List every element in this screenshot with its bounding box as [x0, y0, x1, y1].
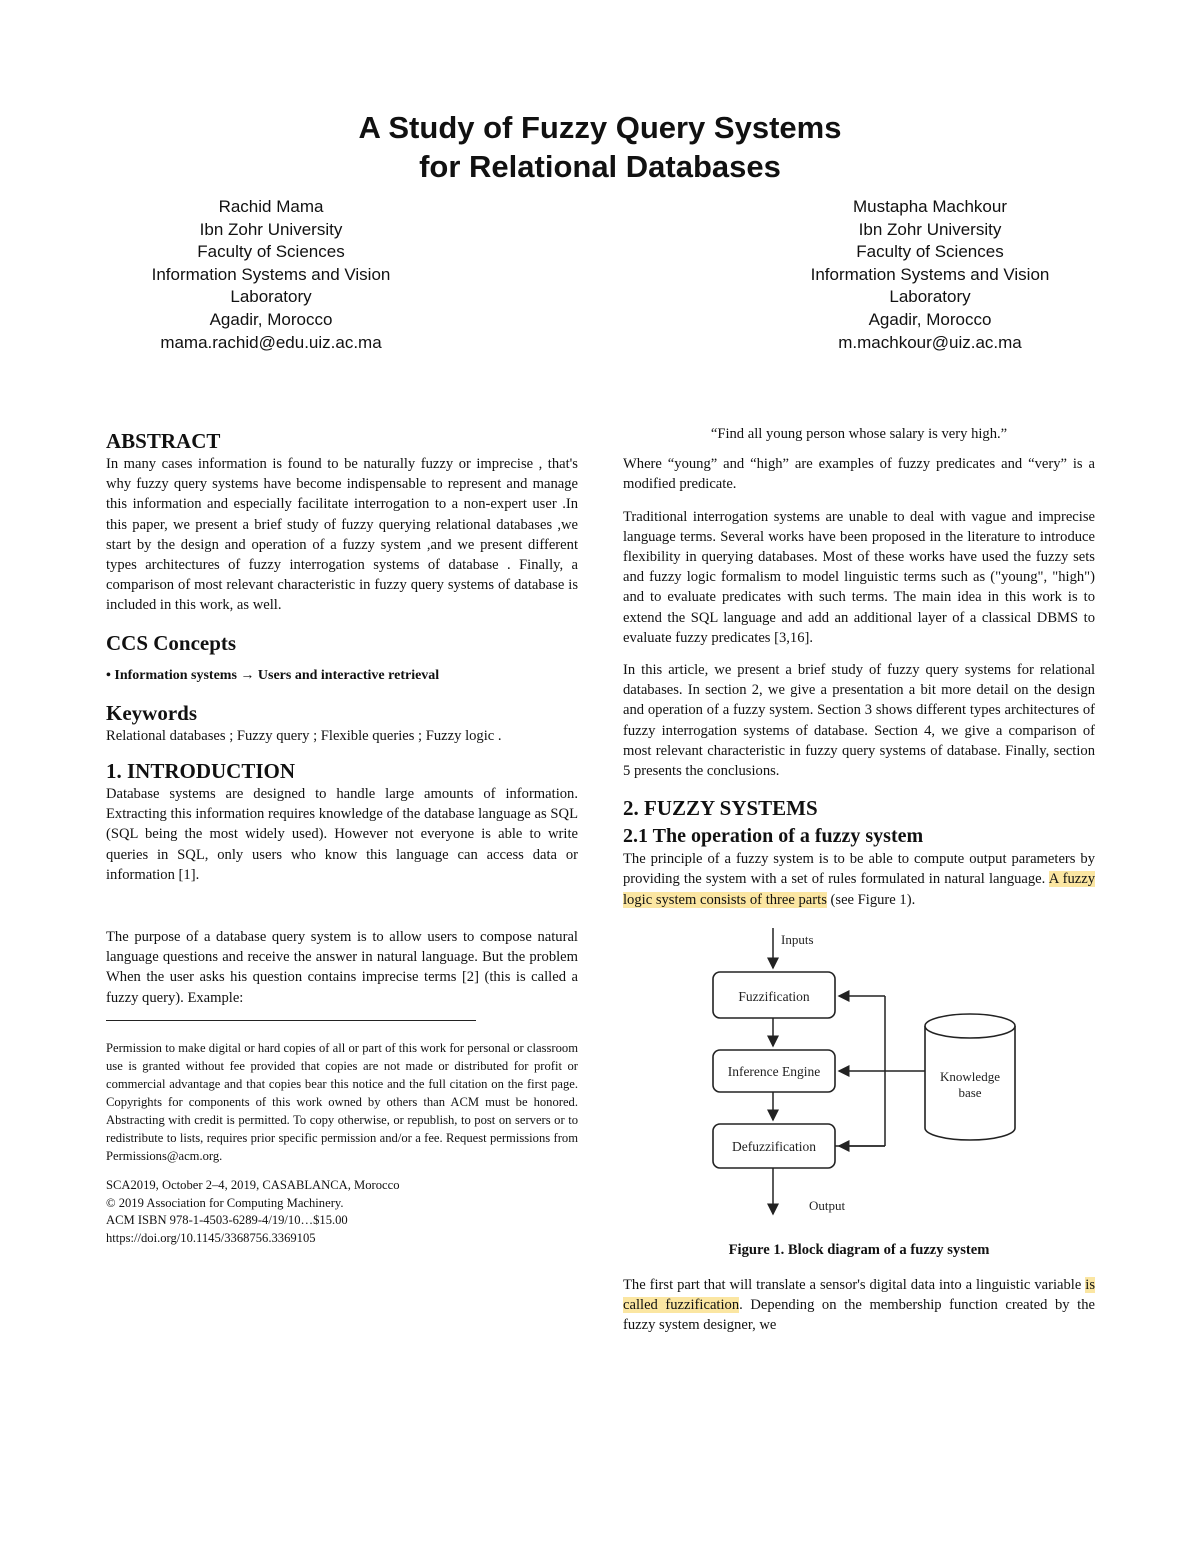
- keywords-text: Relational databases ; Fuzzy query ; Flexible queries ; Fuzzy logic .: [106, 727, 502, 744]
- inference-engine-label: Inference Engine: [727, 1063, 821, 1079]
- defuzzification-label: Defuzzification: [732, 1138, 816, 1154]
- left-column: [106, 424, 578, 1247]
- figure-reference: (see Figure 1).: [826, 891, 916, 908]
- conference-info: [106, 1177, 578, 1247]
- figure-caption: Figure 1. Block diagram of a fuzzy system: [728, 1241, 990, 1258]
- knowledge-base-label-2: base: [958, 1084, 982, 1100]
- permission-notice: Permission to make digital or hard copies of all or part of this work for personal or classroom use is granted without fee provided that copies are not made or distributed for profit or commercial advantage and that copies bear this notice and the full citation on the first page. Copyrights for components of this work owned by others than ACM must be honored. Abstracting with credit is permitted. To copy otherwise, or republish, to post on servers or to redistribute to lists, requires prior specific permission and/or a fee. Request permissions from Permissions@acm.org.: [106, 1040, 578, 1163]
- paper-title: [0, 108, 1200, 186]
- ccs-concept-line: • Information systems → Users and interactive retrieval: [106, 667, 440, 683]
- doi-link[interactable]: https://doi.org/10.1145/3368756.3369105: [106, 1230, 316, 1245]
- abstract-heading: ABSTRACT: [106, 429, 221, 453]
- author-lab-2: Laboratory: [889, 287, 971, 307]
- predicate-paragraph: Where “young” and “high” are examples of fuzzy predicates and “very” is a modified predicate.: [623, 456, 1095, 493]
- inputs-label: Inputs: [781, 931, 814, 947]
- author-lab-2: Laboratory: [230, 287, 312, 307]
- principle-text: The principle of a fuzzy system is to be able to compute output parameters by providing the system with a set of rules formulated in natural language.: [623, 851, 1095, 888]
- fuzzification-paragraph: [623, 1275, 1095, 1336]
- intro-paragraph-1: Database systems are designed to handle large amounts of information. Extracting this information requires knowledge of the database language as SQL (SQL being the most widely used). However not everyone is able to write queries in SQL, only users who know this language can access data or information [1].: [106, 786, 578, 883]
- right-column: [623, 424, 1095, 1335]
- author-city: Agadir, Morocco: [868, 309, 992, 329]
- isbn-line: ACM ISBN 978-1-4503-6289-4/19/10…$15.00: [106, 1213, 348, 1228]
- block-diagram-svg: [623, 922, 1095, 1226]
- author-lab: Information Systems and Vision: [151, 264, 391, 284]
- highlighted-text[interactable]: is called fuzzification: [623, 1276, 1095, 1313]
- introduction-heading: 1. INTRODUCTION: [106, 759, 296, 784]
- conference-line: SCA2019, October 2–4, 2019, CASABLANCA, Morocco: [106, 1178, 400, 1193]
- abstract-text: In many cases information is found to be naturally fuzzy or imprecise , that's why fuzzy query systems have become indispensable to represent and manage this information and especially facilitate interrogation to a non-expert user .In this paper, we present a brief study of fuzzy querying relational databases ,we start by the design and operation of a fuzzy system ,and we present different types architectures of fuzzy interrogation systems of database . Finally, a comparison of most relevant characteristic in fuzzy query systems of database is included in this work, as well.: [106, 456, 578, 614]
- traditional-systems-paragraph: Traditional interrogation systems are unable to deal with vague and imprecise language terms. Several works have been proposed in the literature to introduce flexibility in querying databases. Most of these works have used the fuzzy sets and fuzzy logic formalism to model linguistic terms such as ("young", "high") and to evaluate predicates with such terms. The main idea in this work is to extend the SQL language and add an additional layer of a classical DBMS to evaluate fuzzy predicates [3,16].: [623, 508, 1095, 646]
- block-diagram-figure: [623, 922, 1095, 1226]
- knowledge-base-label: Knowledge: [940, 1068, 1000, 1084]
- highlighted-text[interactable]: A fuzzy logic system consists of three parts: [623, 871, 1095, 908]
- author-faculty: Faculty of Sciences: [197, 242, 345, 262]
- footnote-rule: [106, 1020, 476, 1021]
- fuzzification-text-end: . Depending on the membership function created by the fuzzy system designer, we: [623, 1296, 1095, 1334]
- fuzzy-systems-heading: 2. FUZZY SYSTEMS: [623, 796, 818, 821]
- author-block-1: [71, 196, 471, 354]
- intro-paragraph-2: The purpose of a database query system is to allow users to compose natural language questions and receive the answer in natural language. But the problem When the user asks his question contains imprecise terms [2] (this is called a fuzzy query). Example:: [106, 929, 578, 1006]
- example-query-quote: “Find all young person whose salary is very high.”: [710, 426, 1008, 442]
- fuzzy-principle-paragraph: [623, 849, 1095, 910]
- keywords-heading: Keywords: [106, 700, 197, 725]
- output-label: Output: [809, 1197, 846, 1213]
- fuzzy-operation-subheading: 2.1 The operation of a fuzzy system: [623, 825, 924, 848]
- author-block-2: [730, 196, 1130, 354]
- author-faculty: Faculty of Sciences: [856, 242, 1004, 262]
- title-line-1: A Study of Fuzzy Query Systems: [358, 110, 842, 145]
- ccs-heading: CCS Concepts: [106, 630, 237, 655]
- author-university: Ibn Zohr University: [858, 219, 1002, 239]
- author-email[interactable]: m.machkour@uiz.ac.ma: [838, 332, 1022, 352]
- copyright-line: © 2019 Association for Computing Machinery.: [106, 1195, 344, 1210]
- title-line-2: for Relational Databases: [419, 149, 781, 184]
- fuzzification-text: The first part that will translate a sensor's digital data into a linguistic variable: [623, 1276, 1086, 1293]
- knowledge-base-top: [925, 1014, 1015, 1038]
- author-city: Agadir, Morocco: [209, 309, 333, 329]
- author-name: Rachid Mama: [218, 197, 324, 216]
- author-name: Mustapha Machkour: [852, 197, 1008, 216]
- author-lab: Information Systems and Vision: [810, 264, 1050, 284]
- author-university: Ibn Zohr University: [199, 219, 343, 239]
- article-outline-paragraph: In this article, we present a brief study of fuzzy query systems for relational databases. In section 2, we give a presentation a bit more detail on the design and operation of a fuzzy system. Section 3 shows different types architectures of fuzzy interrogation systems of database. Section 4, we give a comparison of most relevant characteristic in fuzzy query systems of database. Finally, section 5 presents the conclusions.: [623, 662, 1095, 780]
- fuzzification-label: Fuzzification: [738, 988, 810, 1004]
- author-email[interactable]: mama.rachid@edu.uiz.ac.ma: [160, 332, 382, 352]
